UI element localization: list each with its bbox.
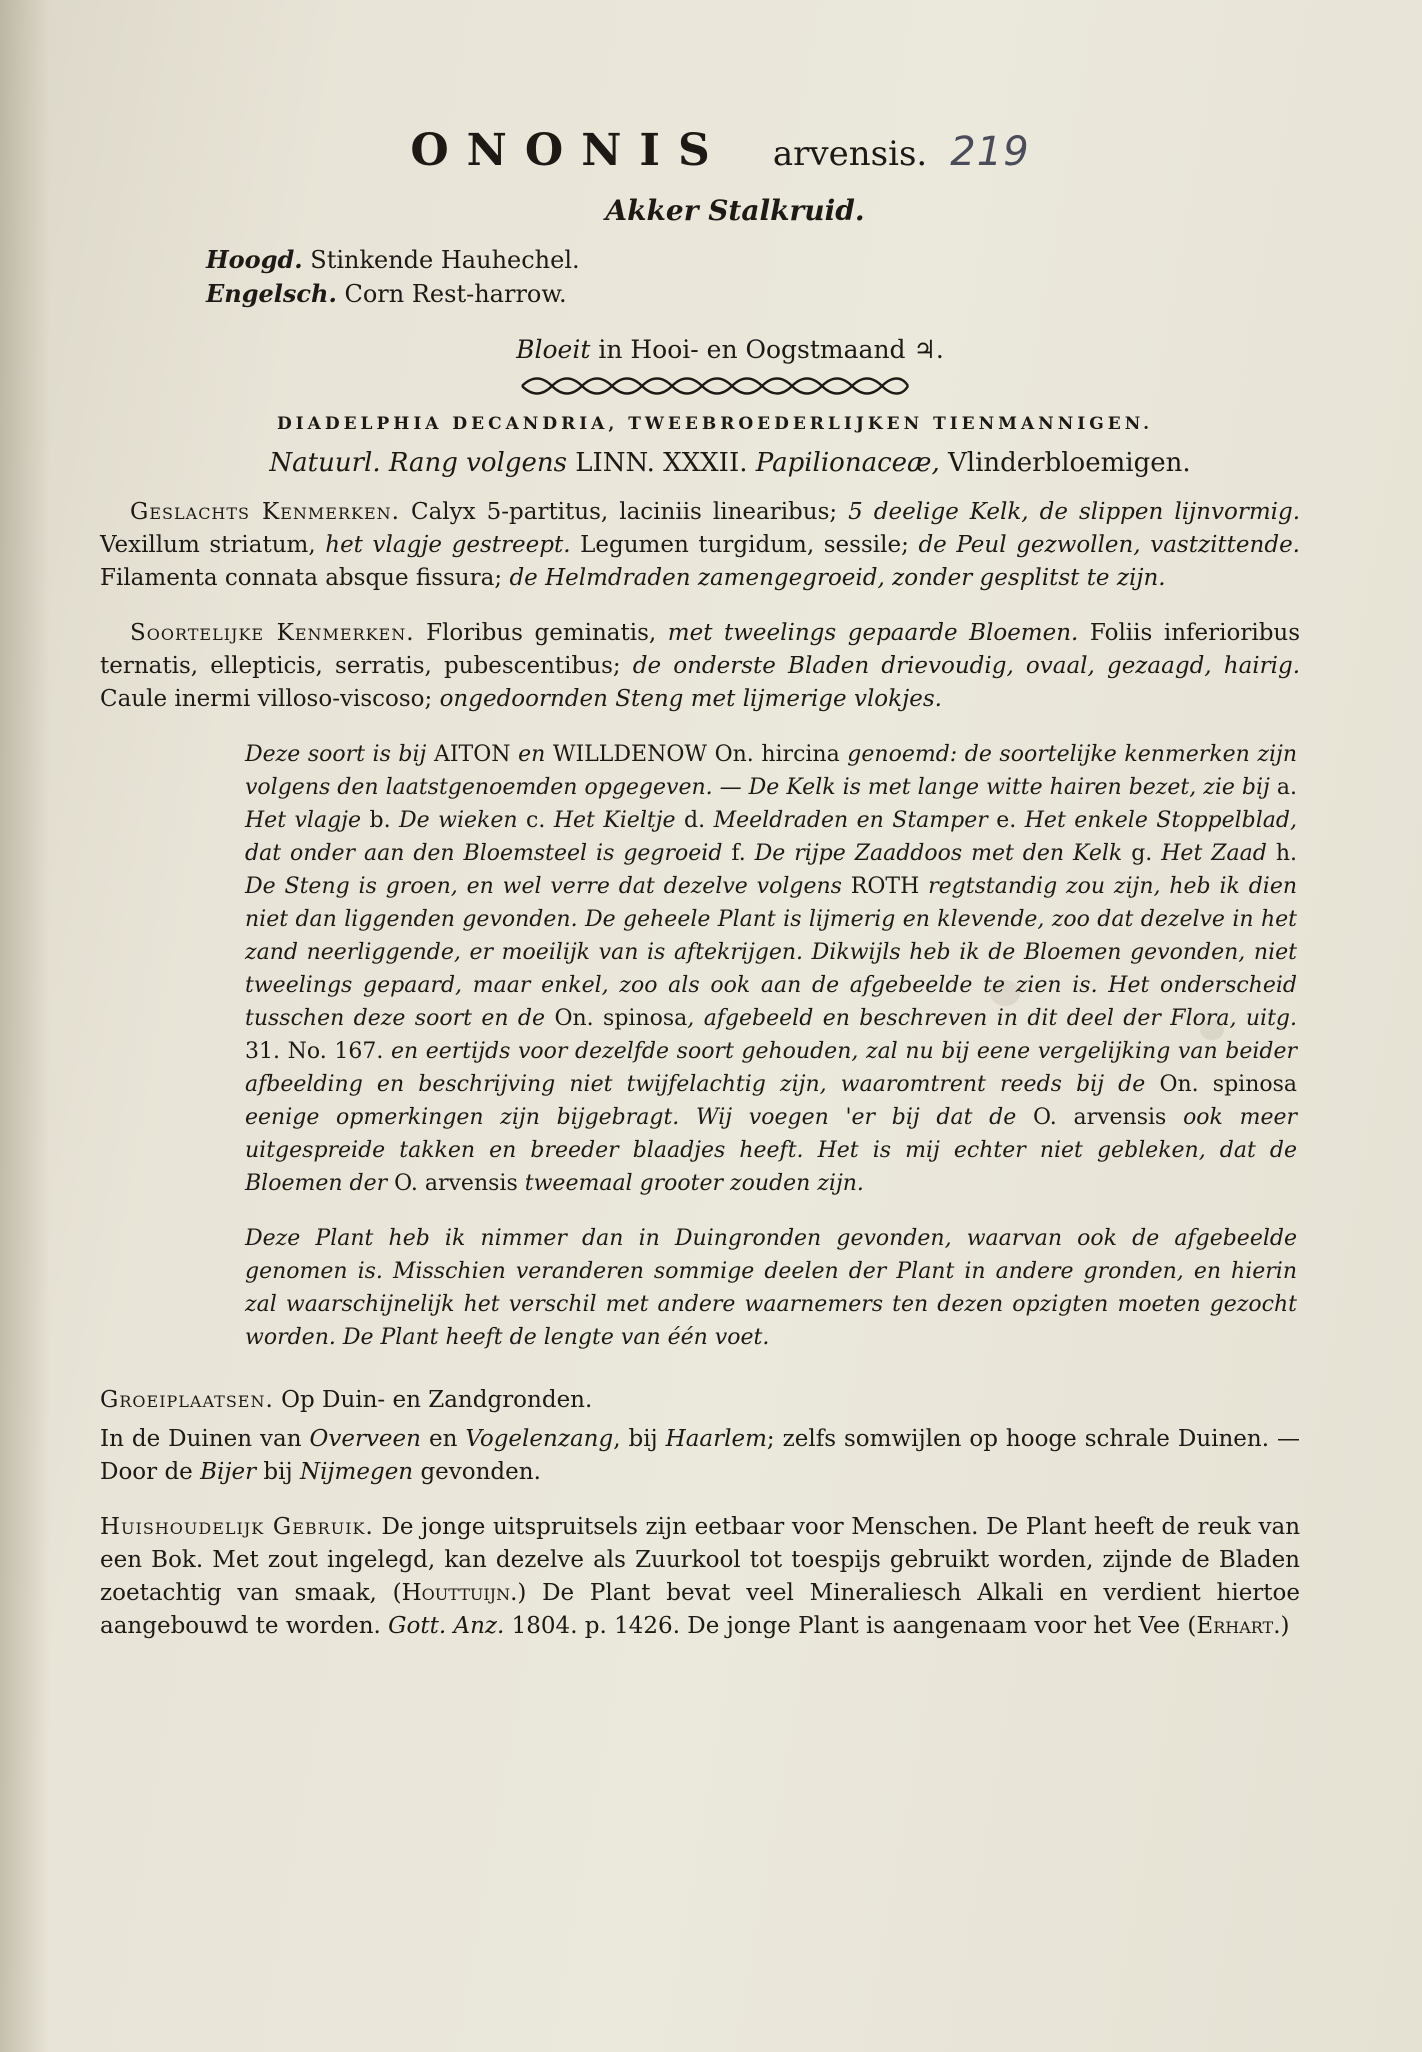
note-run: en eertijds voor dezelfde soort gehouden, zal nu bij eene vergelijking van beider afbeelding en beschrijving niet twijfelachtig zijn, waaromtrent reeds bij de <box>245 1039 1297 1097</box>
page-title <box>140 125 1300 176</box>
note-run: Meeldraden en Stamper <box>713 808 988 833</box>
figure-letter: a. <box>1276 775 1297 800</box>
author-name: Erhart. <box>1196 1613 1281 1639</box>
figure-letter: f. <box>731 841 746 866</box>
vernacular-label: Engelsch. <box>206 279 337 308</box>
note-paragraph-2 <box>245 1222 1297 1354</box>
note-run: ook meer uitgespreide takken en breeder blaadjes heeft. Het is mij echter niet gebleken, dat de Bloemen der <box>245 1105 1298 1196</box>
figure-letter: e. <box>996 808 1017 833</box>
household-use-section <box>100 1511 1300 1643</box>
note-run: regtstandig zou zijn, heb ik dien niet dan liggenden gevonden. De geheele Plant is lijmerig en klevende, zoo dat dezelve in het zand neerliggende, er moeilijk van is aftekrijgen. Dikwijls heb ik de Bloemen gevonden, niet tweelings gepaard, maar enkel, zoo als ook aan de afgebeelde te zien is. Het onderscheid tusschen deze soort en de <box>245 874 1298 1031</box>
vernacular-label: Hoogd. <box>206 245 303 274</box>
note-text: Deze Plant heb ik nimmer dan in Duingronden gevonden, waarvan ook de afgebeelde genomen is. Misschien veranderen sommige deelen der Plant in andere gronden, en hierin zal waarschijnelijk het verschil met andere waarnemers ten dezen opzigten moeten gezocht worden. De Plant heeft de lengte van één voet. <box>245 1226 1297 1350</box>
vernacular-german <box>206 243 1300 277</box>
species-reference: O. arvensis <box>394 1171 518 1196</box>
note-text <box>245 738 1297 1200</box>
latin-description: Calyx 5-partitus, laciniis linearibus; <box>410 499 838 525</box>
dutch-description: met tweelings gepaarde Bloemen. <box>667 620 1079 646</box>
habitat-run: gevonden. <box>420 1459 541 1485</box>
place-name: Vogelenzang <box>465 1426 614 1452</box>
common-name: Akker Stalkruid. <box>605 194 865 227</box>
natural-order-prefix: Natuurl. Rang volgens <box>269 448 567 478</box>
latin-description: Caule inermi villoso-viscoso; <box>100 686 433 712</box>
figure-letter: h. <box>1275 841 1297 866</box>
note-paragraph-1 <box>245 738 1297 1200</box>
section-heading: Soortelijke Kenmerken. <box>130 620 415 646</box>
person-name: Bijer <box>200 1459 257 1485</box>
habitat-run: bij <box>263 1459 293 1485</box>
note-run: genoemd: de soortelijke kenmerken zijn volgens den laatstgenoemden opgegeven. — De Kelk is met lange witte hairen bezet, zie bij <box>245 742 1298 800</box>
note-run: Het Kieltje <box>553 808 676 833</box>
habitat-section <box>100 1384 1300 1417</box>
habitat-run: In de Duinen van <box>100 1426 302 1452</box>
natural-order-family-dutch: Vlinderbloemigen. <box>947 448 1191 478</box>
handwritten-page-number: 219 <box>950 129 1030 175</box>
note-run: Het vlagje <box>245 808 362 833</box>
dutch-description: de Helmdraden zamengegroeid, zonder gesplitst te zijn. <box>509 565 1166 591</box>
genus-characters <box>100 496 1300 595</box>
species-reference: On. spinosa <box>1159 1072 1298 1097</box>
natural-order-rank: XXXII. <box>663 448 748 478</box>
habitat-run: en <box>428 1426 458 1452</box>
latin-description: Filamenta connata absque fissura; <box>100 565 503 591</box>
household-run: ) <box>1280 1613 1290 1639</box>
figure-letter: b. <box>369 808 391 833</box>
species-reference: On. hircina <box>714 742 840 767</box>
edition-reference: 31. No. 167. <box>245 1039 384 1064</box>
author-name: AITON <box>433 742 511 767</box>
flowering-label: Bloeit <box>516 335 591 364</box>
note-run: en <box>518 742 546 767</box>
note-run: De rijpe Zaaddoos met den Kelk <box>754 841 1123 866</box>
natural-order-family-latin: Papilionaceæ, <box>755 448 940 478</box>
section-heading: Huishoudelijk Gebruik. <box>100 1514 374 1540</box>
place-name: Haarlem <box>665 1426 767 1452</box>
vernacular-name: Corn Rest-harrow. <box>344 280 567 308</box>
genus-name: ONONIS <box>410 125 728 176</box>
flowering-time <box>160 335 1300 364</box>
household-run: De jonge uitspruitsels zijn eetbaar voor Menschen. De Plant heeft de reuk van een Bok. Met zout ingelegd, kan dezelve als Zuurkool tot toespijs gebruikt worden, zijnde de Bladen zoetachtig van smaak, ( <box>100 1514 1301 1606</box>
figure-letter: d. <box>684 808 706 833</box>
natural-order-author: LINN. <box>575 448 655 478</box>
vernacular-english <box>206 277 1300 311</box>
habitat-localities <box>100 1423 1300 1489</box>
note-run: Het Zaad <box>1161 841 1267 866</box>
species-reference: O. arvensis <box>1033 1105 1167 1130</box>
author-name: ROTH <box>850 874 920 899</box>
chain-ornament <box>520 376 910 396</box>
species-reference: On. spinosa <box>554 1006 688 1031</box>
latin-description: Foliis inferioribus ternatis, ellepticis, serratis, pubescentibus; <box>100 620 1301 679</box>
note-run: , afgebeeld en beschreven in dit deel der Flora, uitg. <box>687 1006 1298 1031</box>
dutch-description: de onderste Bladen drievoudig, ovaal, gezaagd, hairig. <box>632 653 1301 679</box>
natural-order <box>160 448 1300 478</box>
flowering-text: in Hooi- en Oogstmaand ♃. <box>598 335 944 364</box>
dutch-description: het vlagje gestreept. <box>325 532 571 558</box>
note-run: Deze soort is bij <box>245 742 427 767</box>
page-content <box>100 125 1300 1643</box>
journal-reference: Gott. Anz. <box>388 1613 505 1639</box>
linnaean-class: DIADELPHIA DECANDRIA, TWEEBROEDERLIJKEN TIENMANNIGEN. <box>276 414 1154 434</box>
note-run: Het enkele Stoppelblad, dat onder aan den Bloemsteel is gegroeid <box>245 808 1297 866</box>
figure-letter: g. <box>1131 841 1153 866</box>
place-name: Overveen <box>309 1426 421 1452</box>
habitat-text: Op Duin- en Zandgronden. <box>281 1387 593 1413</box>
species-characters <box>100 617 1300 716</box>
household-run: ) De Plant bevat veel Mineraliesch Alkali en verdient hiertoe aangebouwd te worden. <box>100 1580 1300 1639</box>
place-name: Nijmegen <box>299 1459 414 1485</box>
author-name: Houttuijn. <box>401 1580 518 1606</box>
dutch-description: 5 deelige Kelk, de slippen lijnvormig. <box>848 499 1301 525</box>
note-run: eenige opmerkingen zijn bijgebragt. Wij voegen 'er bij dat de <box>245 1105 1017 1130</box>
note-run: De Steng is groen, en wel verre dat dezelve volgens <box>245 874 842 899</box>
habitat-run: , bij <box>613 1426 658 1452</box>
habitat-run: ; zelfs somwijlen op hooge schrale Duinen. — Door de <box>100 1426 1300 1485</box>
figure-letter: c. <box>526 808 546 833</box>
author-name: WILLDENOW <box>552 742 707 767</box>
latin-description: Vexillum striatum, <box>100 532 316 558</box>
latin-description: Floribus geminatis, <box>426 620 657 646</box>
note-run: De wieken <box>399 808 518 833</box>
vernacular-name: Stinkende Hauhechel. <box>310 246 580 274</box>
household-run: 1804. p. 1426. De jonge Plant is aangenaam voor het Vee ( <box>511 1613 1197 1639</box>
dutch-description: ongedoornden Steng met lijmerige vlokjes. <box>439 686 942 712</box>
note-run: tweemaal grooter zouden zijn. <box>524 1171 864 1196</box>
section-heading: Geslachts Kenmerken. <box>130 499 400 525</box>
latin-description: Legumen turgidum, sessile; <box>580 532 909 558</box>
section-heading: Groeiplaatsen. <box>100 1387 274 1413</box>
species-name: arvensis. <box>772 134 928 174</box>
dutch-description: de Peul gezwollen, vastzittende. <box>918 532 1300 558</box>
